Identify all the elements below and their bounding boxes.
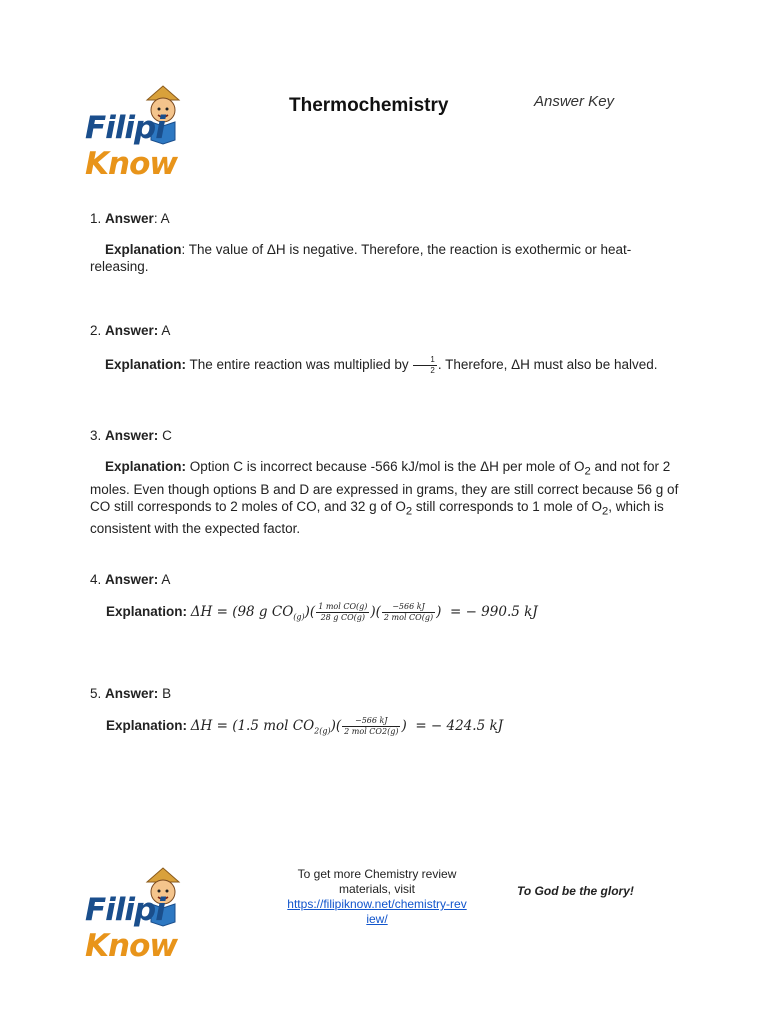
footer-promo-text: To get more Chemistry review materials, visit bbox=[297, 867, 457, 896]
answer-5: 5. Answer: B bbox=[90, 686, 172, 701]
footer-logo-wordmark: FilipiKnow bbox=[85, 892, 178, 964]
answer-2: 2. Answer: A bbox=[90, 323, 171, 338]
page-title: Thermochemistry bbox=[289, 95, 449, 116]
answer-3: 3. Answer: C bbox=[90, 428, 172, 443]
equation-4: ΔH = (98 g $CO_{(g)}$)( $\frac{\text{1 mol CO(g)}}{\text{28 g CO(g)}}$ )( $\frac{-566 kJ}{\text{2 mol CO(g)}}$ ) = − 990.5 kJ bbox=[190, 602, 538, 622]
fraction-one-half: $\frac{1}{2}$ bbox=[413, 355, 436, 376]
footer-motto: To God be the glory! bbox=[517, 884, 634, 898]
logo-wordmark: FilipiKnow bbox=[85, 110, 178, 182]
chemistry-review-link[interactable]: https://filipiknow.net/chemistry-review/ bbox=[287, 897, 467, 926]
explanation-3: Explanation: Option C is incorrect because -566 kJ/mol is the ΔH per mole of $O_2$ and not for 2 moles. Even though options B and D are expressed in grams, they are still correct because 56 g of CO still corresponds to 2 moles of CO, and 32 g of $O_2$ still corresponds to 1 mole of $O_2$, which is consistent with the expected factor. bbox=[90, 459, 679, 537]
explanation-4: Explanation: ΔH = (98 g $CO_{(g)}$)( $\frac{\text{1 mol CO(g)}}{\text{28 g CO(g)}}$ )( $\frac{-566 kJ}{\text{2 mol CO(g)}}$ ) = − 990.5 kJ bbox=[106, 602, 538, 622]
answer-4: 4. Answer: A bbox=[90, 572, 171, 587]
explanation-1: Explanation: The value of ΔH is negative. Therefore, the reaction is exothermic or heat-releasing. bbox=[90, 242, 632, 274]
equation-5: ΔH = (1.5 mol $CO_{2(g)}$)( $\frac{-566 kJ}{\text{2 mol CO2(g)}}$ ) = − 424.5 kJ bbox=[190, 716, 504, 736]
footer-promo bbox=[287, 867, 467, 927]
explanation-2: Explanation: The entire reaction was multiplied by $\frac{1}{2}$ . Therefore, ΔH must also be halved. bbox=[105, 355, 658, 375]
footer-filipiknow-logo bbox=[85, 860, 260, 964]
filipiknow-logo bbox=[85, 78, 260, 182]
page-subtitle: Answer Key bbox=[534, 93, 615, 110]
answer-1: 1. Answer: A bbox=[90, 211, 170, 226]
explanation-5: Explanation: ΔH = (1.5 mol $CO_{2(g)}$)( $\frac{-566 kJ}{\text{2 mol CO2(g)}}$ ) = − 424.5 kJ bbox=[106, 716, 504, 736]
